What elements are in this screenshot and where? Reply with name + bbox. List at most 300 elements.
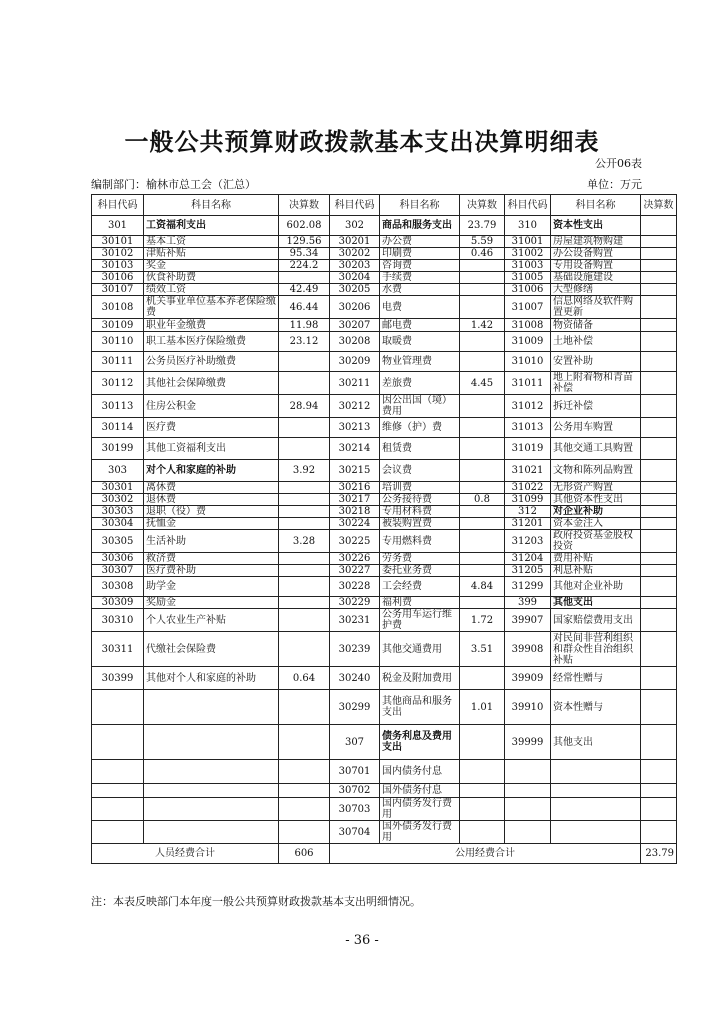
- name-cell: 印刷费: [380, 248, 460, 260]
- amount-cell: [641, 482, 677, 494]
- amount-cell: [641, 609, 677, 632]
- name-cell: 培训费: [380, 482, 460, 494]
- amount-cell: [460, 725, 505, 760]
- amount-cell: 224.2: [279, 260, 330, 272]
- code-cell: 30102: [92, 248, 144, 260]
- amount-cell: [279, 272, 330, 284]
- code-cell: 30199: [92, 438, 144, 460]
- name-cell: 其他对企业补助: [551, 577, 641, 597]
- name-cell: 工会经费: [380, 577, 460, 597]
- amount-cell: [279, 632, 330, 667]
- amount-cell: [641, 690, 677, 725]
- code-cell: 31299: [505, 577, 551, 597]
- name-cell: 国内债务发行费用: [380, 798, 460, 821]
- code-cell: 307: [330, 725, 380, 760]
- code-cell: 30211: [330, 372, 380, 395]
- amount-cell: [279, 690, 330, 725]
- amount-cell: 23.79: [460, 216, 505, 236]
- code-cell: 30206: [330, 296, 380, 319]
- name-cell: 医疗费: [144, 418, 279, 438]
- code-cell: [505, 760, 551, 784]
- amount-cell: 42.49: [279, 284, 330, 296]
- amount-cell: [279, 518, 330, 530]
- amount-cell: [279, 506, 330, 518]
- amount-cell: 0.46: [460, 248, 505, 260]
- name-cell: 退休费: [144, 494, 279, 506]
- amount-cell: [641, 494, 677, 506]
- code-cell: 30203: [330, 260, 380, 272]
- amount-cell: [460, 460, 505, 482]
- code-cell: 31012: [505, 395, 551, 418]
- name-cell: 医疗费补助: [144, 565, 279, 577]
- name-cell: 对民间非营利组织和群众性自治组织补贴: [551, 632, 641, 667]
- amount-cell: [641, 236, 677, 248]
- personnel-total-value: 606: [279, 844, 330, 864]
- code-cell: 30106: [92, 272, 144, 284]
- code-cell: 31003: [505, 260, 551, 272]
- table-row: [92, 597, 677, 609]
- name-cell: 大型修缮: [551, 284, 641, 296]
- header-cell: 决算数: [279, 195, 330, 216]
- code-cell: 31201: [505, 518, 551, 530]
- code-cell: 31011: [505, 372, 551, 395]
- name-cell: 其他商品和服务支出: [380, 690, 460, 725]
- amount-cell: [460, 482, 505, 494]
- name-cell: 国外债务发行费用: [380, 821, 460, 844]
- amount-cell: [641, 597, 677, 609]
- amount-cell: [279, 372, 330, 395]
- amount-cell: 11.98: [279, 319, 330, 332]
- name-cell: 其他工资福利支出: [144, 438, 279, 460]
- code-cell: 30240: [330, 667, 380, 690]
- name-cell: 手续费: [380, 272, 460, 284]
- amount-cell: [460, 260, 505, 272]
- code-cell: 302: [330, 216, 380, 236]
- code-cell: 399: [505, 597, 551, 609]
- name-cell: 生活补助: [144, 530, 279, 553]
- name-cell: 取暖费: [380, 332, 460, 352]
- table-row: [92, 418, 677, 438]
- name-cell: [144, 798, 279, 821]
- amount-cell: 1.42: [460, 319, 505, 332]
- amount-cell: [641, 553, 677, 565]
- code-cell: 30301: [92, 482, 144, 494]
- name-cell: 差旅费: [380, 372, 460, 395]
- name-cell: 职工基本医疗保险缴费: [144, 332, 279, 352]
- code-cell: 30226: [330, 553, 380, 565]
- amount-cell: [279, 577, 330, 597]
- amount-cell: 1.01: [460, 690, 505, 725]
- name-cell: 救济费: [144, 553, 279, 565]
- amount-cell: [641, 798, 677, 821]
- amount-cell: [460, 553, 505, 565]
- name-cell: 抚恤金: [144, 518, 279, 530]
- amount-cell: [460, 518, 505, 530]
- amount-cell: [460, 667, 505, 690]
- code-cell: 31008: [505, 319, 551, 332]
- name-cell: 离休费: [144, 482, 279, 494]
- table-row: [92, 565, 677, 577]
- name-cell: 公务用车购置: [551, 418, 641, 438]
- name-cell: 奖金: [144, 260, 279, 272]
- header-cell: 科目代码: [330, 195, 380, 216]
- name-cell: [144, 760, 279, 784]
- name-cell: [551, 760, 641, 784]
- amount-cell: [460, 798, 505, 821]
- amount-cell: [279, 760, 330, 784]
- public-total-value: 23.79: [641, 844, 677, 864]
- code-cell: [92, 725, 144, 760]
- code-cell: 31006: [505, 284, 551, 296]
- amount-cell: 3.28: [279, 530, 330, 553]
- amount-cell: 3.51: [460, 632, 505, 667]
- amount-cell: [641, 395, 677, 418]
- amount-cell: [641, 760, 677, 784]
- name-cell: 基础设施建设: [551, 272, 641, 284]
- code-cell: 31002: [505, 248, 551, 260]
- amount-cell: [460, 506, 505, 518]
- amount-cell: 0.64: [279, 667, 330, 690]
- name-cell: 维修（护）费: [380, 418, 460, 438]
- amount-cell: 46.44: [279, 296, 330, 319]
- name-cell: 办公费: [380, 236, 460, 248]
- name-cell: 福利费: [380, 597, 460, 609]
- code-cell: 312: [505, 506, 551, 518]
- code-cell: 30224: [330, 518, 380, 530]
- amount-cell: [641, 352, 677, 372]
- name-cell: 费用补贴: [551, 553, 641, 565]
- code-cell: 30227: [330, 565, 380, 577]
- code-cell: 30208: [330, 332, 380, 352]
- code-cell: 30217: [330, 494, 380, 506]
- table-row: [92, 609, 677, 632]
- name-cell: 地上附着物和青苗补偿: [551, 372, 641, 395]
- amount-cell: [460, 530, 505, 553]
- name-cell: 奖励金: [144, 597, 279, 609]
- name-cell: 退职（役）费: [144, 506, 279, 518]
- name-cell: 国家赔偿费用支出: [551, 609, 641, 632]
- code-cell: 30110: [92, 332, 144, 352]
- code-cell: 30204: [330, 272, 380, 284]
- table-row: [92, 760, 677, 784]
- name-cell: 其他交通工具购置: [551, 438, 641, 460]
- amount-cell: [279, 784, 330, 798]
- table-row: [92, 216, 677, 236]
- code-cell: 303: [92, 460, 144, 482]
- table-row: [92, 690, 677, 725]
- amount-cell: [460, 296, 505, 319]
- name-cell: [551, 784, 641, 798]
- table-row: [92, 319, 677, 332]
- table-row: [92, 725, 677, 760]
- code-cell: 31010: [505, 352, 551, 372]
- name-cell: 债务利息及费用支出: [380, 725, 460, 760]
- amount-cell: [641, 296, 677, 319]
- code-cell: 31022: [505, 482, 551, 494]
- name-cell: 咨询费: [380, 260, 460, 272]
- amount-cell: 28.94: [279, 395, 330, 418]
- table-row: [92, 494, 677, 506]
- name-cell: 其他资本性支出: [551, 494, 641, 506]
- amount-cell: [641, 565, 677, 577]
- name-cell: 助学金: [144, 577, 279, 597]
- code-cell: 30111: [92, 352, 144, 372]
- code-cell: 31013: [505, 418, 551, 438]
- amount-cell: 3.92: [279, 460, 330, 482]
- code-cell: 30302: [92, 494, 144, 506]
- code-cell: 30207: [330, 319, 380, 332]
- table-row: [92, 248, 677, 260]
- name-cell: 房屋建筑物购建: [551, 236, 641, 248]
- code-cell: [92, 784, 144, 798]
- name-cell: [551, 821, 641, 844]
- amount-cell: [279, 352, 330, 372]
- code-cell: 30399: [92, 667, 144, 690]
- name-cell: 专用材料费: [380, 506, 460, 518]
- public-total-label: 公用经费合计: [330, 844, 641, 864]
- code-cell: 30299: [330, 690, 380, 725]
- name-cell: 国内债务付息: [380, 760, 460, 784]
- code-cell: 31021: [505, 460, 551, 482]
- amount-cell: [641, 272, 677, 284]
- amount-cell: [279, 609, 330, 632]
- amount-cell: [641, 667, 677, 690]
- amount-cell: [460, 332, 505, 352]
- code-cell: 30308: [92, 577, 144, 597]
- name-cell: 经常性赠与: [551, 667, 641, 690]
- code-cell: 30114: [92, 418, 144, 438]
- name-cell: [144, 821, 279, 844]
- table-row: [92, 482, 677, 494]
- name-cell: [144, 690, 279, 725]
- code-cell: 31019: [505, 438, 551, 460]
- amount-cell: 5.59: [460, 236, 505, 248]
- amount-cell: [279, 482, 330, 494]
- amount-cell: 1.72: [460, 609, 505, 632]
- amount-cell: [460, 284, 505, 296]
- name-cell: 资本性支出: [551, 216, 641, 236]
- header-cell: 决算数: [641, 195, 677, 216]
- table-row: [92, 577, 677, 597]
- code-cell: 30107: [92, 284, 144, 296]
- code-cell: 30209: [330, 352, 380, 372]
- name-cell: 资本性赠与: [551, 690, 641, 725]
- code-cell: 30215: [330, 460, 380, 482]
- amount-cell: [279, 418, 330, 438]
- name-cell: 土地补偿: [551, 332, 641, 352]
- name-cell: 对企业补助: [551, 506, 641, 518]
- name-cell: 物业管理费: [380, 352, 460, 372]
- code-cell: 30307: [92, 565, 144, 577]
- name-cell: 绩效工资: [144, 284, 279, 296]
- name-cell: 物资储备: [551, 319, 641, 332]
- name-cell: 津贴补贴: [144, 248, 279, 260]
- amount-cell: [641, 530, 677, 553]
- header-cell: 科目名称: [144, 195, 279, 216]
- code-cell: 39907: [505, 609, 551, 632]
- amount-cell: [641, 216, 677, 236]
- table-row: [92, 236, 677, 248]
- header-cell: 科目名称: [380, 195, 460, 216]
- table-row: [92, 272, 677, 284]
- name-cell: 伙食补助费: [144, 272, 279, 284]
- code-cell: 30218: [330, 506, 380, 518]
- code-cell: 30703: [330, 798, 380, 821]
- code-cell: 39910: [505, 690, 551, 725]
- name-cell: 其他交通费用: [380, 632, 460, 667]
- code-cell: 30101: [92, 236, 144, 248]
- name-cell: 代缴社会保险费: [144, 632, 279, 667]
- amount-cell: 0.8: [460, 494, 505, 506]
- expenditure-table: [91, 194, 677, 864]
- table-row: [92, 821, 677, 844]
- code-cell: 30201: [330, 236, 380, 248]
- code-cell: 39908: [505, 632, 551, 667]
- amount-cell: [641, 418, 677, 438]
- name-cell: 劳务费: [380, 553, 460, 565]
- code-cell: [92, 798, 144, 821]
- amount-cell: [460, 272, 505, 284]
- code-cell: 31005: [505, 272, 551, 284]
- amount-cell: [641, 821, 677, 844]
- name-cell: 公务接待费: [380, 494, 460, 506]
- table-row: [92, 352, 677, 372]
- code-cell: 310: [505, 216, 551, 236]
- table-row: [92, 296, 677, 319]
- code-cell: 30702: [330, 784, 380, 798]
- amount-cell: [460, 597, 505, 609]
- name-cell: 公务员医疗补助缴费: [144, 352, 279, 372]
- name-cell: 安置补助: [551, 352, 641, 372]
- code-cell: 30704: [330, 821, 380, 844]
- name-cell: 职业年金缴费: [144, 319, 279, 332]
- code-cell: 31205: [505, 565, 551, 577]
- code-cell: 30303: [92, 506, 144, 518]
- code-cell: 31203: [505, 530, 551, 553]
- name-cell: 会议费: [380, 460, 460, 482]
- code-cell: 31099: [505, 494, 551, 506]
- code-cell: [92, 821, 144, 844]
- page-title: 一般公共预算财政拨款基本支出决算明细表: [124, 127, 600, 156]
- amount-cell: [279, 553, 330, 565]
- code-cell: 301: [92, 216, 144, 236]
- code-cell: 30304: [92, 518, 144, 530]
- code-cell: 30309: [92, 597, 144, 609]
- code-cell: 30212: [330, 395, 380, 418]
- table-row: [92, 260, 677, 272]
- code-cell: 30216: [330, 482, 380, 494]
- name-cell: 其他支出: [551, 725, 641, 760]
- form-number: 公开06表: [595, 157, 642, 170]
- amount-cell: [460, 352, 505, 372]
- table-row: [92, 784, 677, 798]
- amount-cell: [641, 632, 677, 667]
- name-cell: [144, 784, 279, 798]
- department-label: 编制部门：榆林市总工会（汇总）: [91, 178, 256, 191]
- name-cell: 税金及附加费用: [380, 667, 460, 690]
- name-cell: 其他社会保障缴费: [144, 372, 279, 395]
- name-cell: [551, 798, 641, 821]
- table-row: [92, 798, 677, 821]
- code-cell: [92, 690, 144, 725]
- code-cell: 30228: [330, 577, 380, 597]
- amount-cell: 4.45: [460, 372, 505, 395]
- name-cell: 工资福利支出: [144, 216, 279, 236]
- code-cell: 30231: [330, 609, 380, 632]
- amount-cell: [279, 597, 330, 609]
- name-cell: 商品和服务支出: [380, 216, 460, 236]
- name-cell: 国外债务付息: [380, 784, 460, 798]
- code-cell: 30112: [92, 372, 144, 395]
- amount-cell: [460, 395, 505, 418]
- code-cell: 30108: [92, 296, 144, 319]
- code-cell: 30311: [92, 632, 144, 667]
- table-row: [92, 667, 677, 690]
- code-cell: 30225: [330, 530, 380, 553]
- name-cell: 专用设备购置: [551, 260, 641, 272]
- name-cell: 个人农业生产补贴: [144, 609, 279, 632]
- amount-cell: [641, 784, 677, 798]
- amount-cell: [641, 725, 677, 760]
- page-number: - 36 -: [345, 933, 379, 948]
- amount-cell: 602.08: [279, 216, 330, 236]
- table-row: [92, 395, 677, 418]
- amount-cell: [460, 565, 505, 577]
- code-cell: 30305: [92, 530, 144, 553]
- amount-cell: [641, 577, 677, 597]
- code-cell: [505, 821, 551, 844]
- table-row: [92, 553, 677, 565]
- table-row: [92, 284, 677, 296]
- name-cell: 住房公积金: [144, 395, 279, 418]
- name-cell: 利息补贴: [551, 565, 641, 577]
- code-cell: 30205: [330, 284, 380, 296]
- amount-cell: [641, 372, 677, 395]
- amount-cell: [641, 332, 677, 352]
- amount-cell: 95.34: [279, 248, 330, 260]
- code-cell: 30306: [92, 553, 144, 565]
- name-cell: 资本金注入: [551, 518, 641, 530]
- amount-cell: [460, 418, 505, 438]
- amount-cell: [279, 438, 330, 460]
- name-cell: 政府投资基金股权投资: [551, 530, 641, 553]
- name-cell: 文物和陈列品购置: [551, 460, 641, 482]
- name-cell: 其他支出: [551, 597, 641, 609]
- name-cell: 电费: [380, 296, 460, 319]
- table-row: [92, 530, 677, 553]
- amount-cell: [279, 565, 330, 577]
- amount-cell: [641, 319, 677, 332]
- amount-cell: [641, 460, 677, 482]
- name-cell: 对个人和家庭的补助: [144, 460, 279, 482]
- amount-cell: [279, 798, 330, 821]
- name-cell: 委托业务费: [380, 565, 460, 577]
- amount-cell: [641, 518, 677, 530]
- code-cell: [505, 798, 551, 821]
- header-cell: 决算数: [460, 195, 505, 216]
- amount-cell: [460, 438, 505, 460]
- code-cell: 31001: [505, 236, 551, 248]
- name-cell: 因公出国（境）费用: [380, 395, 460, 418]
- amount-cell: 129.56: [279, 236, 330, 248]
- amount-cell: [641, 260, 677, 272]
- table-row: [92, 518, 677, 530]
- code-cell: 30109: [92, 319, 144, 332]
- name-cell: 邮电费: [380, 319, 460, 332]
- personnel-total-label: 人员经费合计: [92, 844, 279, 864]
- name-cell: 信息网络及软件购置更新: [551, 296, 641, 319]
- table-row: [92, 632, 677, 667]
